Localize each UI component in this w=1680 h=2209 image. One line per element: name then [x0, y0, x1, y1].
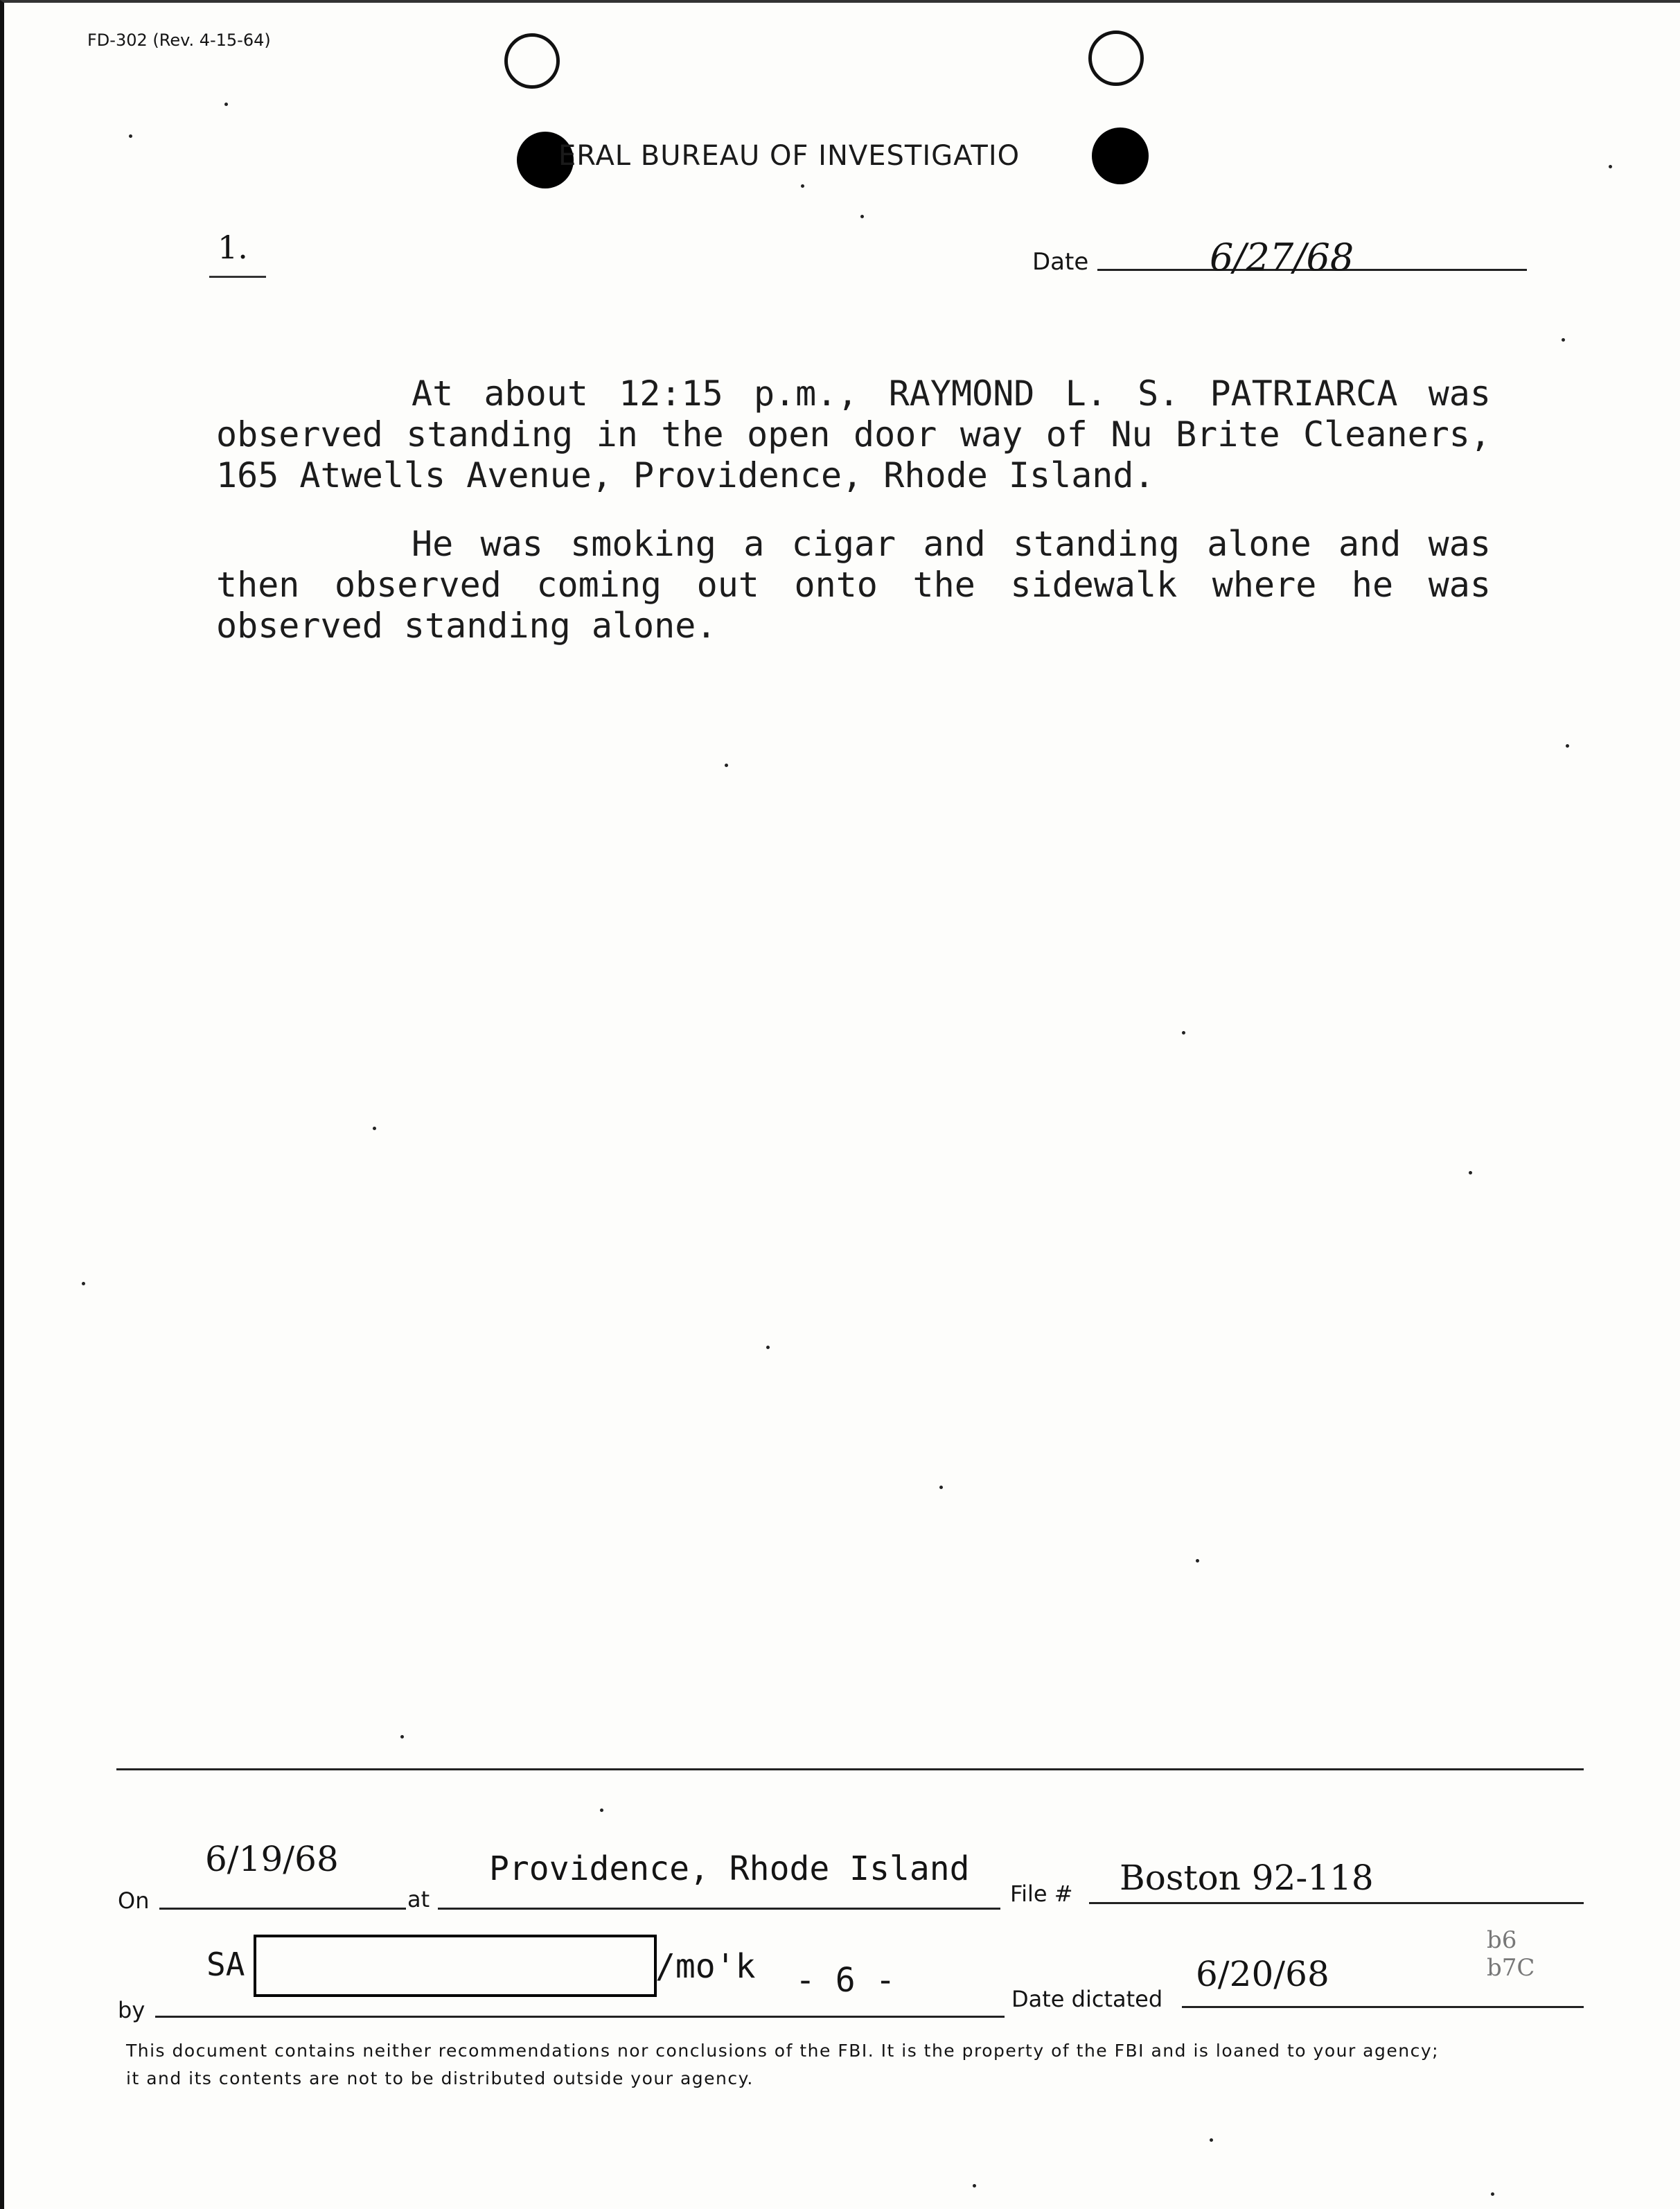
ink-blot-right: [1092, 127, 1149, 184]
footer-disclaimer: [126, 2037, 1567, 2093]
punch-hole-left: [504, 33, 560, 89]
section-divider: [116, 1768, 1584, 1770]
punch-hole-right: [1088, 30, 1144, 86]
speck: [1469, 1171, 1472, 1174]
speck: [129, 134, 132, 138]
date-label: Date: [1032, 248, 1089, 276]
agency-header: ERAL BUREAU OF INVESTIGATIO: [558, 140, 1020, 172]
typist-initials: /mo'k: [655, 1947, 756, 1986]
by-rule: [155, 2016, 1005, 2018]
speck: [1196, 1559, 1199, 1563]
body-paragraph-1: At about 12:15 p.m., RAYMOND L. S. PATRIARCA was observed standing in the open door way of Nu Brite Cleaners, 165 Atwells Avenue, Providence, Rhode Island.: [216, 373, 1491, 495]
date-value: 6/27/68: [1210, 236, 1354, 279]
file-rule: [1089, 1902, 1584, 1904]
form-number: FD-302 (Rev. 4-15-64): [87, 30, 271, 50]
speck: [1491, 2192, 1494, 2196]
footer-line-1: This document contains neither recommendations nor conclusions of the FBI. It is the property of the FBI and is loaned to your agency;: [126, 2041, 1440, 2061]
speck: [725, 764, 728, 767]
speck: [400, 1735, 404, 1739]
redacted-agent-name: [254, 1935, 657, 1997]
agent-title: SA: [206, 1946, 245, 1983]
date-dictated-rule: [1182, 2006, 1584, 2008]
at-label: at: [407, 1886, 430, 1912]
location-value: Providence, Rhode Island: [489, 1849, 970, 1888]
exemption-code: b7C: [1487, 1954, 1535, 1982]
on-label: On: [118, 1887, 150, 1914]
speck: [1566, 744, 1569, 748]
speck: [82, 1282, 85, 1285]
page-mark: 1.: [218, 229, 248, 266]
at-rule: [438, 1908, 1000, 1910]
on-rule: [159, 1908, 406, 1910]
speck: [224, 103, 228, 106]
by-label: by: [118, 1997, 145, 2023]
speck: [801, 184, 804, 188]
speck: [860, 215, 864, 218]
file-label: File #: [1010, 1881, 1073, 1907]
speck: [1609, 165, 1612, 168]
date-dictated-label: Date dictated: [1011, 1986, 1163, 2012]
page-number: - 6 -: [795, 1961, 896, 2000]
speck: [1182, 1031, 1185, 1035]
speck: [766, 1346, 770, 1349]
body-paragraph-2: He was smoking a cigar and standing alone and was then observed coming out onto the sidewalk where he was observed standing alone.: [216, 524, 1491, 646]
footer-line-2: it and its contents are not to be distributed outside your agency.: [126, 2068, 754, 2088]
speck: [973, 2184, 976, 2188]
speck: [1562, 338, 1565, 342]
speck: [373, 1127, 376, 1130]
speck: [939, 1486, 943, 1489]
page-mark-underline: [209, 276, 266, 278]
exemption-code: b6: [1487, 1926, 1517, 1954]
on-date-value: 6/19/68: [205, 1839, 339, 1879]
date-dictated-value: 6/20/68: [1196, 1954, 1329, 1994]
speck: [1210, 2138, 1213, 2142]
speck: [600, 1808, 603, 1812]
file-number-value: Boston 92-118: [1120, 1858, 1374, 1898]
